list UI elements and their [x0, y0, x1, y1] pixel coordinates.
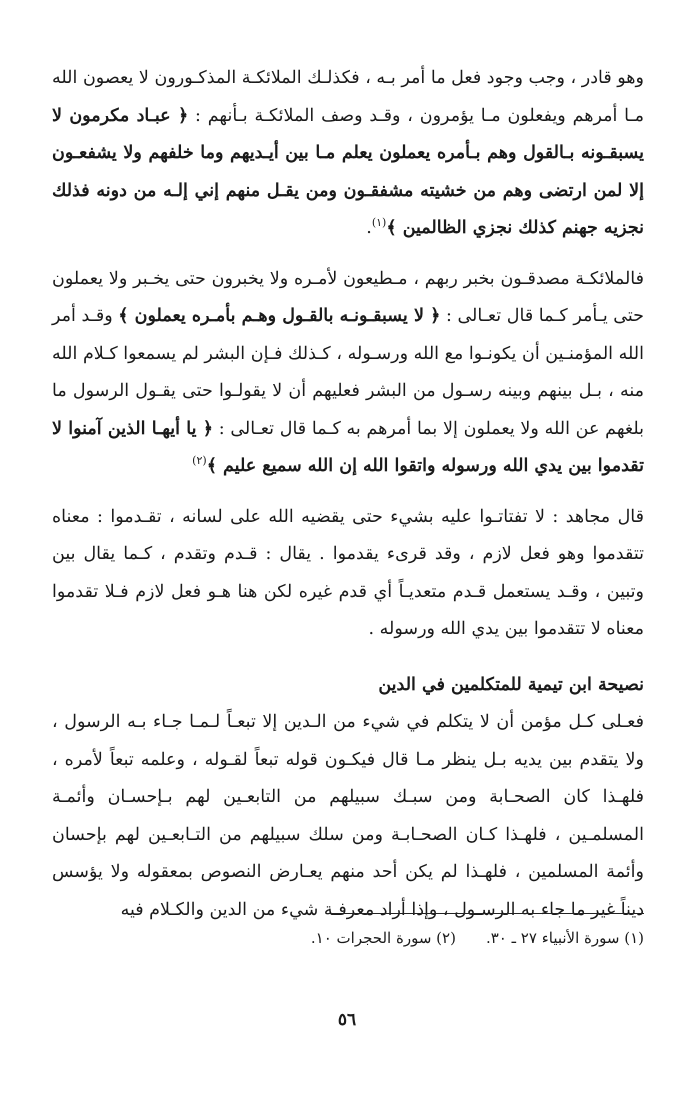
section-heading: نصيحة ابن تيمية للمتكلمين في الدين: [378, 674, 644, 695]
body-text: وهو قادر ، وجب وجود فعل ما أمر بـه ، فكذلـك الملائكـة المذكـورون لا يعصون الله مـا أمرهم ويفعلون مـا يؤمرون ، وقـد وصف الملائكـة بـأنهم :: [52, 68, 644, 126]
quran-quote: ﴿ عبـاد مكرمون لا يسبقـونه بـالقول وهم بـأمره يعملون يعلم مـا بين أيـديهم وما خلفهم ولا يشفعـون إلا لمن ارتضى وهم من خشيته مشفقـون ومن يقـل منهم إني إلـه من دونه فذلك نجزيه جهنم كذلك نجزي الظالمين ﴾: [52, 105, 644, 238]
footnote-2: (٢) سورة الحجرات ١٠.: [310, 929, 456, 947]
paragraph-4: فعـلى كـل مؤمن أن لا يتكلم في شيء من الـدين إلا تبعـاً لـمـا جـاء بـه الرسول ، ولا يتقدم بين يديه بـل ينظر مـا قال فيكـون قوله تبعاً لقـوله ، وعلمه تبعاً لأمره ، فلهـذا كان الصحـابة ومن سبـك سبيلهم من التابعـين لهم بـإحسـان وأئمـة المسلمـين ، فلهـذا كـان الصحـابـة ومن سلك سبيلهم من التـابعـين لهم بإحسان وأئمة المسلمين ، فلهـذا لم يكن أحد منهم يعـارض النصوص بمعقوله ولا يؤسس ديناً غير ما جاء به الرسـول ، وإذا أراد معرفـة شيء من الدين والكـلام فيه: [52, 712, 644, 920]
body-text: وقـد أمر الله المؤمنـين أن يكونـوا مع الله ورسـوله ، كـذلك فـإن البشر لم يسمعوا كـلام الله منه ، بـل بينهم وبينه رسـول من البشر فعليهم أن لا يقولـوا حتى يقـول الرسول ما بلغهم عن الله ولا يعملون إلا بما أمرهم به كـما قال تعـالى :: [52, 306, 644, 439]
footnote-1: (١) سورة الأنبياء ٢٧ ـ ٣٠.: [485, 929, 644, 947]
footnotes: [311, 926, 644, 950]
footnote-marker: (١): [371, 216, 387, 230]
body-text: قال مجاهد : لا تفتاتـوا عليه بشيء حتى يقضيه الله على لسانه ، تقـدموا : معناه تتقدموا وهو فعل لازم ، وقد قرىء يقدموا . يقال : قـدم وتقدم ، كـما يقال بين وتبين ، وقـد يستعمل قـدم متعديـاً أي قدم غيره لكن هنا هـو فعل لازم فـلا تقدموا معناه لا تتقدموا بين يدي الله ورسوله .: [52, 506, 644, 639]
page-number: ٥٦: [337, 1010, 357, 1030]
paragraph-2: [52, 261, 644, 486]
quran-quote: ﴿ لا يسبقـونـه بالقـول وهـم بأمـره يعملون ﴾: [118, 306, 441, 326]
paragraph-1: [52, 60, 644, 248]
footnote-divider: [328, 913, 644, 914]
footnote-marker: (٢): [192, 454, 207, 468]
page-body: [52, 60, 644, 929]
paragraph-3: [52, 499, 644, 649]
body-text: .: [366, 218, 372, 238]
quran-quote: ﴿ يا أيهـا الذين آمنوا لا تقدموا بين يدي الله ورسوله واتقوا الله إن الله سميع عليم ﴾: [52, 418, 644, 476]
body-text: فالملائكـة مصدقـون بخبر ربهم ، مـطيعون لأمـره ولا يخبرون حتى يخـبر ولا يعملون حتى يـأمر كـما قال تعـالى :: [52, 268, 644, 326]
